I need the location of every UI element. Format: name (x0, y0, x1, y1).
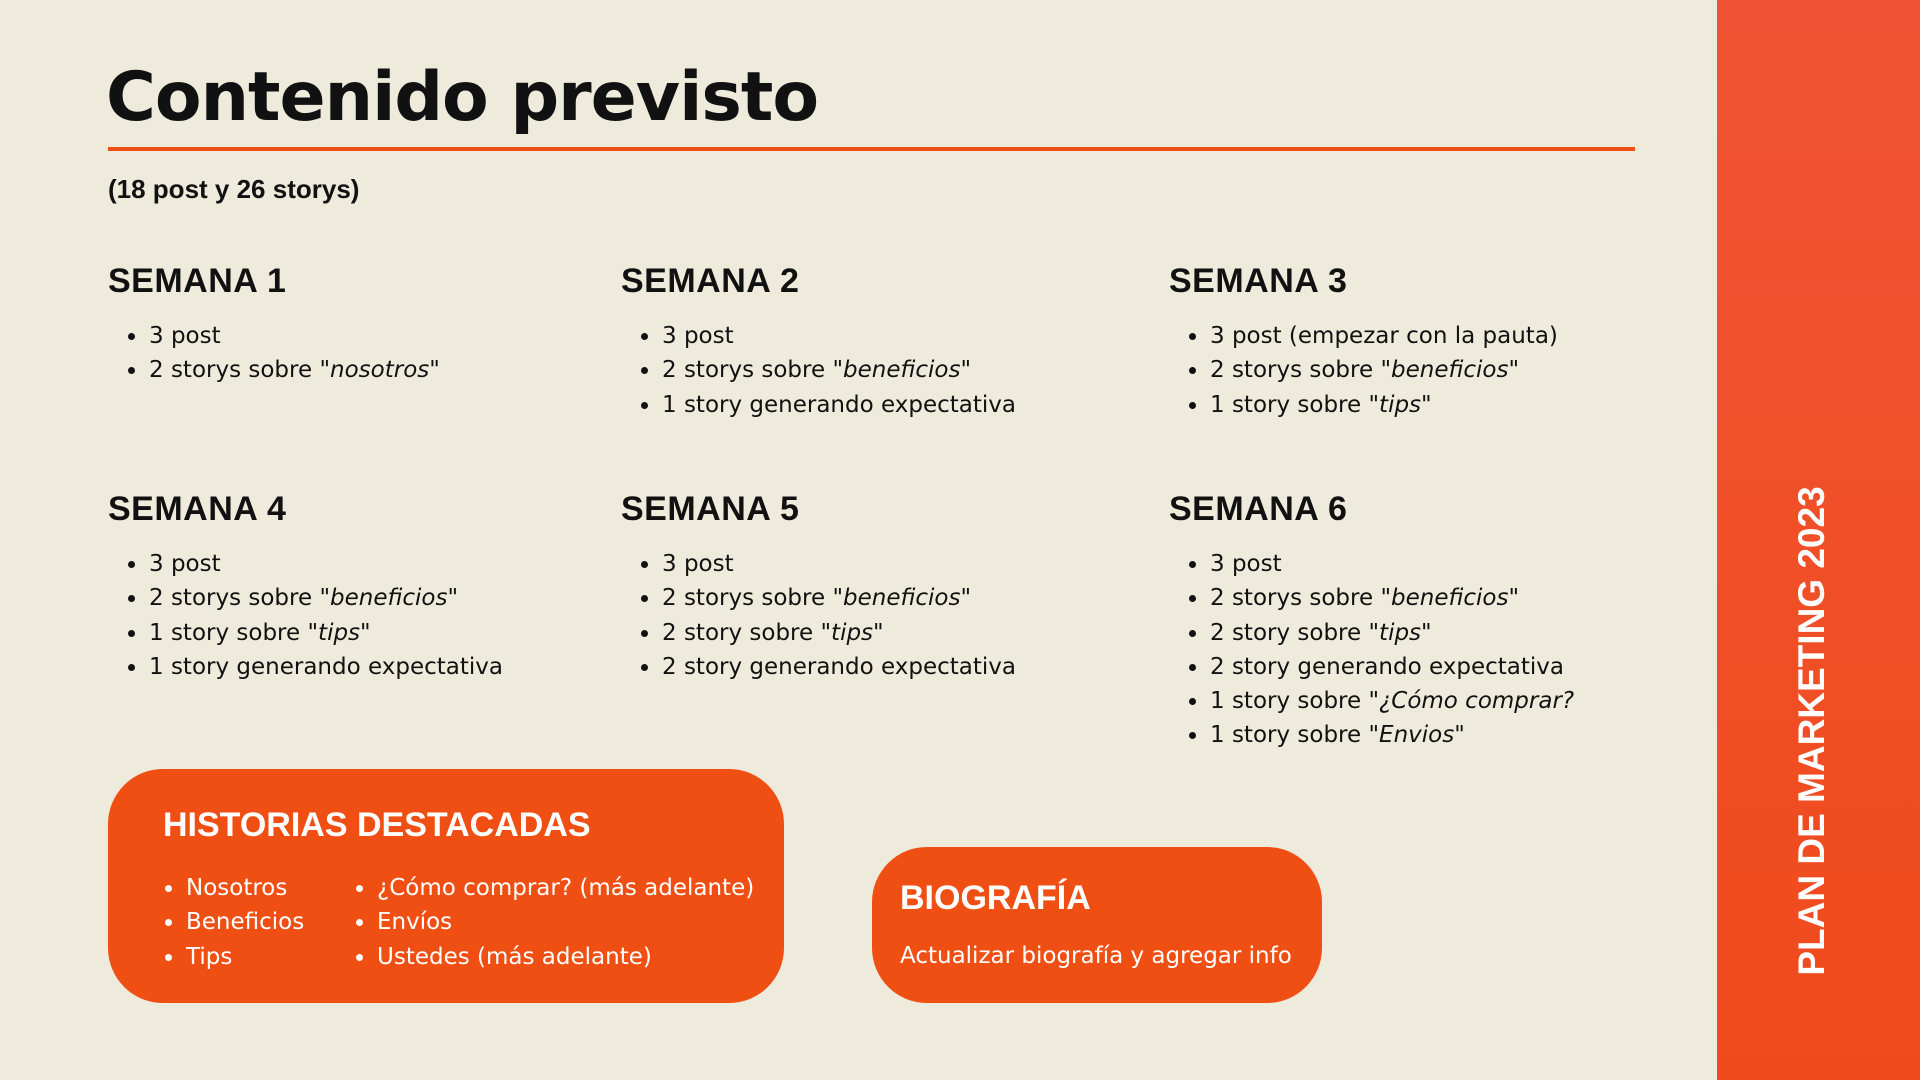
list-item (641, 616, 1016, 650)
item-text: 2 storys sobre (1210, 357, 1381, 384)
item-topic: "beneficios" (1380, 585, 1520, 612)
item-topic: "tips" (1368, 391, 1432, 418)
list-item: ¿Cómo comprar? (más adelante) (356, 871, 754, 905)
list-item (641, 319, 1016, 353)
week-list (1169, 319, 1558, 422)
item-text: 2 storys sobre (1210, 585, 1381, 612)
week-6 (1169, 490, 1574, 753)
list-item: Beneficios (165, 905, 304, 939)
item-topic: "tips" (307, 619, 371, 646)
week-heading: SEMANA 2 (621, 262, 800, 300)
list-item (1189, 547, 1574, 581)
historias-list-2 (356, 871, 754, 974)
list-item: Ustedes (más adelante) (356, 940, 754, 974)
item-text: 3 post (1210, 551, 1282, 577)
item-topic: "beneficios" (1380, 357, 1520, 384)
item-text: 3 post (149, 551, 221, 577)
biografia-title: BIOGRAFÍA (900, 879, 1091, 917)
list-item (128, 547, 503, 581)
item-topic: "tips" (820, 619, 884, 646)
item-text: 3 post (empezar con la pauta) (1210, 323, 1558, 349)
item-text: 3 post (662, 551, 734, 577)
list-item (1189, 319, 1558, 353)
list-item (1189, 718, 1574, 752)
week-heading: SEMANA 3 (1169, 262, 1348, 300)
item-text: 1 story sobre (149, 619, 308, 646)
list-item (128, 319, 440, 353)
list-item (1189, 684, 1574, 718)
item-text: 1 story generando expectativa (662, 391, 1016, 418)
list-item: Nosotros (165, 871, 304, 905)
item-topic: "beneficios" (319, 585, 459, 612)
list-item (1189, 650, 1574, 684)
week-list (1169, 547, 1574, 753)
list-item (641, 353, 1016, 387)
historias-list-1 (165, 871, 304, 974)
list-item (1189, 616, 1574, 650)
historias-title: HISTORIAS DESTACADAS (163, 806, 591, 844)
list-item (128, 581, 503, 615)
list-item (641, 388, 1016, 422)
item-topic: "tips" (1368, 619, 1432, 646)
title-divider (108, 147, 1635, 151)
item-text: 3 post (662, 323, 734, 349)
item-text: 2 story generando expectativa (1210, 653, 1564, 680)
list-item (1189, 581, 1574, 615)
list-item: Envíos (356, 905, 754, 939)
item-text: 1 story sobre (1210, 391, 1369, 418)
item-text: 2 storys sobre (662, 585, 833, 612)
list-item (1189, 388, 1558, 422)
week-list (108, 547, 503, 684)
biografia-text: Actualizar biografía y agregar info (900, 943, 1292, 969)
item-text: 2 story sobre (1210, 619, 1369, 646)
week-3 (1169, 262, 1558, 422)
biografia-card (872, 847, 1322, 1003)
item-text: 2 storys sobre (149, 357, 320, 384)
item-text: 2 story generando expectativa (662, 653, 1016, 680)
item-text: 2 storys sobre (662, 357, 833, 384)
item-text: 2 story sobre (662, 619, 821, 646)
page-title: Contenido previsto (106, 58, 819, 137)
subtitle: (18 post y 26 storys) (108, 174, 360, 204)
item-text: 1 story sobre (1210, 722, 1369, 749)
week-2 (621, 262, 1016, 422)
week-4 (108, 490, 503, 684)
week-list (621, 547, 1016, 684)
list-item (1189, 353, 1558, 387)
list-item (128, 650, 503, 684)
week-heading: SEMANA 5 (621, 490, 800, 528)
week-list (108, 319, 440, 388)
item-text: 1 story generando expectativa (149, 653, 503, 680)
week-list (621, 319, 1016, 422)
list-item (641, 547, 1016, 581)
sidebar-title: PLAN DE MARKETING 2023 (1791, 486, 1832, 976)
week-heading: SEMANA 4 (108, 490, 287, 528)
week-5 (621, 490, 1016, 684)
item-topic: "Envios" (1368, 722, 1465, 749)
item-topic: "beneficios" (832, 357, 972, 384)
list-item (641, 650, 1016, 684)
list-item (128, 353, 440, 387)
item-text: 1 story sobre (1210, 688, 1369, 715)
week-heading: SEMANA 6 (1169, 490, 1348, 528)
item-topic: "beneficios" (832, 585, 972, 612)
week-1 (108, 262, 440, 388)
item-text: 3 post (149, 323, 221, 349)
week-heading: SEMANA 1 (108, 262, 287, 300)
item-topic: "¿Cómo comprar? (1368, 688, 1575, 715)
item-topic: "nosotros" (319, 357, 440, 384)
historias-destacadas-card (108, 769, 784, 1003)
list-item (641, 581, 1016, 615)
list-item: Tips (165, 940, 304, 974)
item-text: 2 storys sobre (149, 585, 320, 612)
list-item (128, 616, 503, 650)
